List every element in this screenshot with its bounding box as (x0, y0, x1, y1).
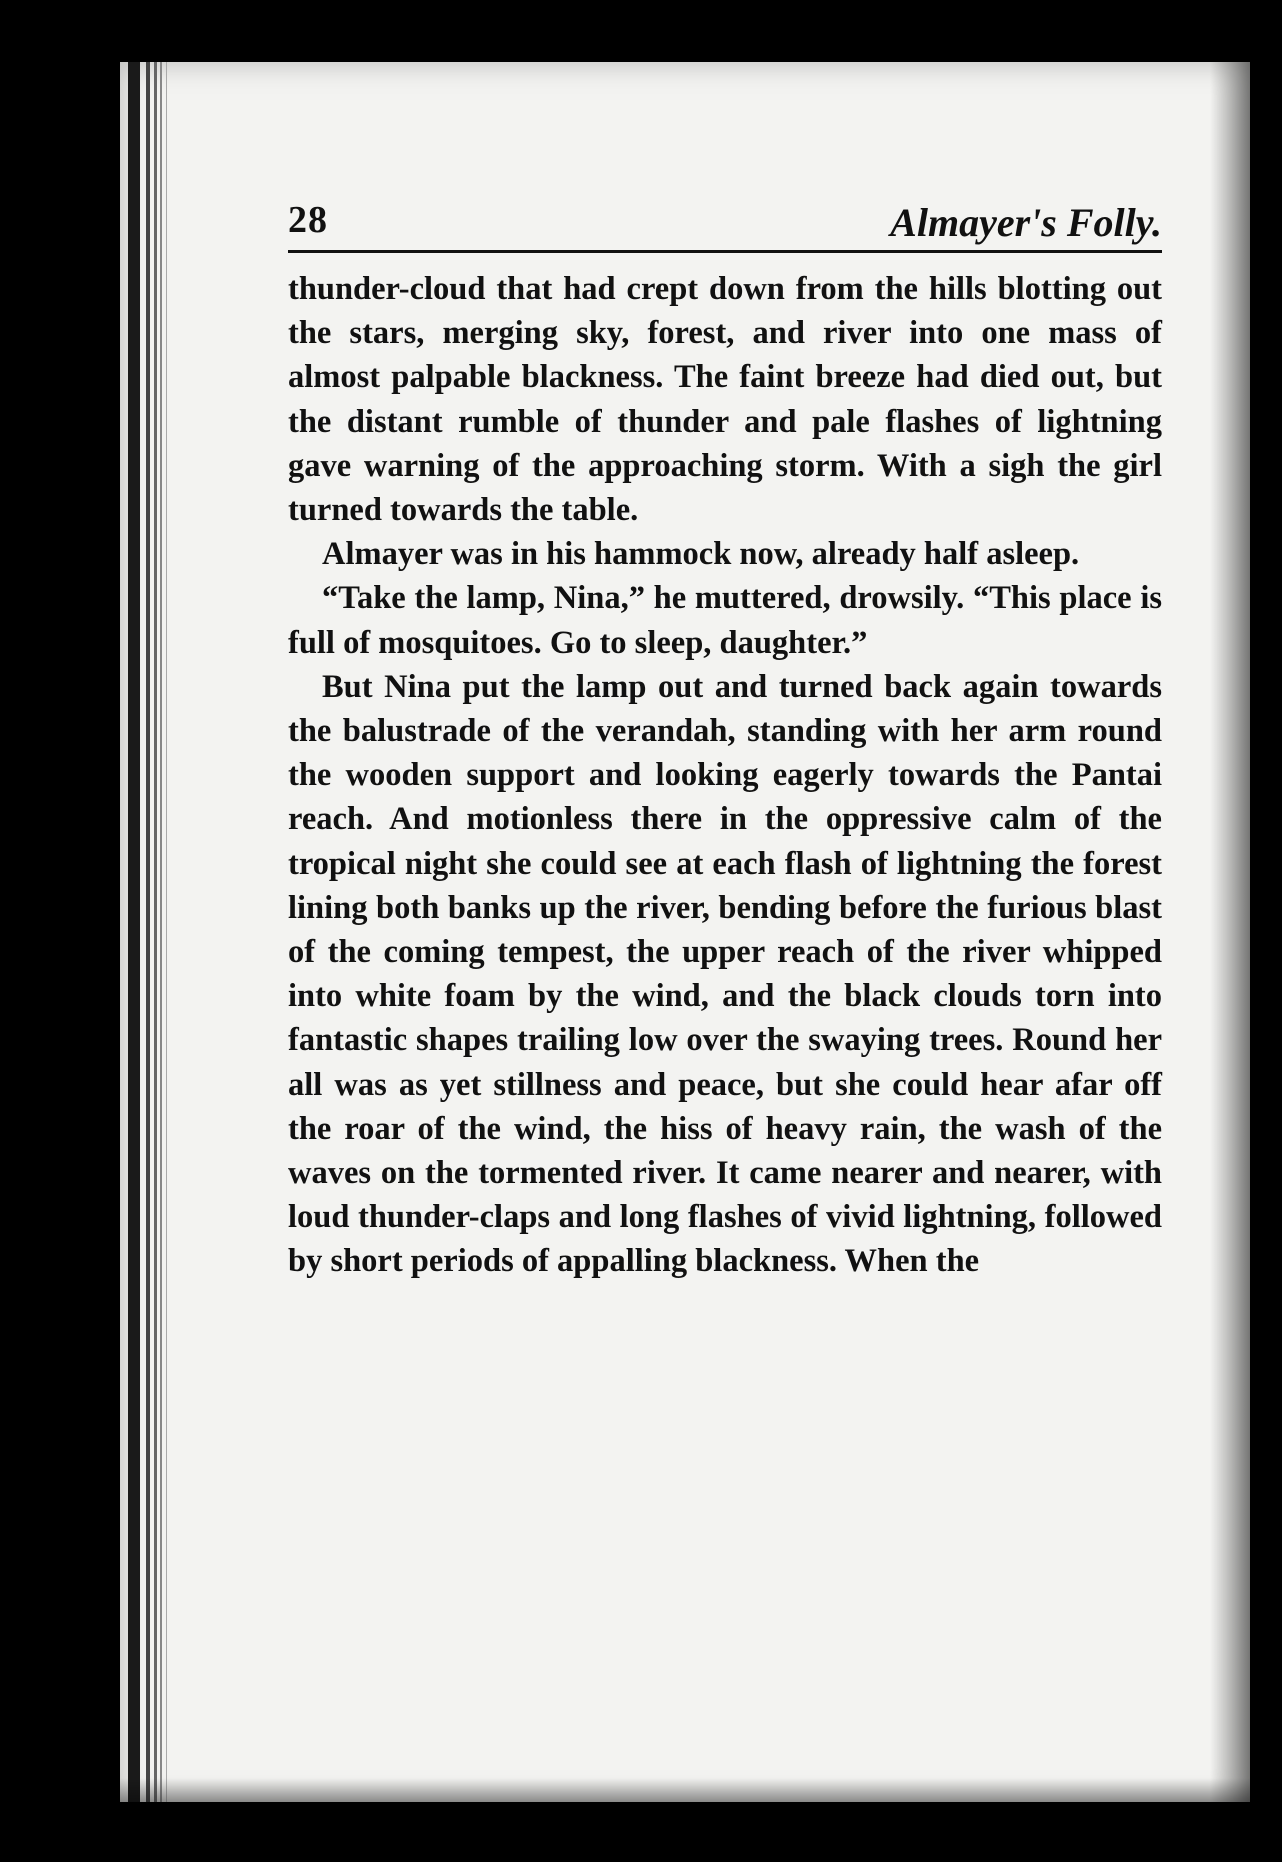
binding-line (166, 62, 167, 1802)
paragraph: But Nina put the lamp out and turned back again towards the balustrade of the verandah, standing with her arm round the wooden support and looking eagerly towards the Pantai reach. And motionless there in the oppressive calm of the tropical night she could see at each flash of lightning the forest lining both banks up the river, bending before the furious blast of the coming tempest, the upper reach of the river whipped into white foam by the wind, and the black clouds torn into fantastic shapes trailing low over the swaying trees. Round her all was as yet stillness and peace, but she could hear afar off the roar of the wind, the hiss of heavy rain, the wash of the waves on the tormented river. It came nearer and nearer, with loud thunder-claps and long flashes of vivid lightning, followed by short periods of appalling blackness. When the (288, 668, 1162, 1280)
binding-line (146, 62, 150, 1802)
running-head (288, 188, 1162, 253)
paragraph: thunder-cloud that had crept down from the hills blotting out the stars, merging sky, forest, and river into one mass of almost palpable blackness. The faint breeze had died out, but the distant rumble of thunder and pale flashes of lightning gave warning of the approaching storm. With a sigh the girl turned towards the table. (288, 271, 1162, 529)
page-number: 28 (288, 199, 328, 241)
page-edge-shadow (1210, 62, 1250, 1802)
binding-line (128, 62, 140, 1802)
page-edge-shadow (120, 1778, 1250, 1802)
paragraph: Almayer was in his hammock now, already half asleep. (322, 536, 1080, 573)
paragraph: “Take the lamp, Nina,” he muttered, drowsily. “This place is full of mosquitoes. Go to sleep, daughter.” (288, 580, 1162, 661)
binding-line (160, 62, 162, 1802)
page-text-block (288, 188, 1162, 1284)
binding-line (154, 62, 157, 1802)
book-title: Almayer's Folly. (890, 200, 1162, 245)
